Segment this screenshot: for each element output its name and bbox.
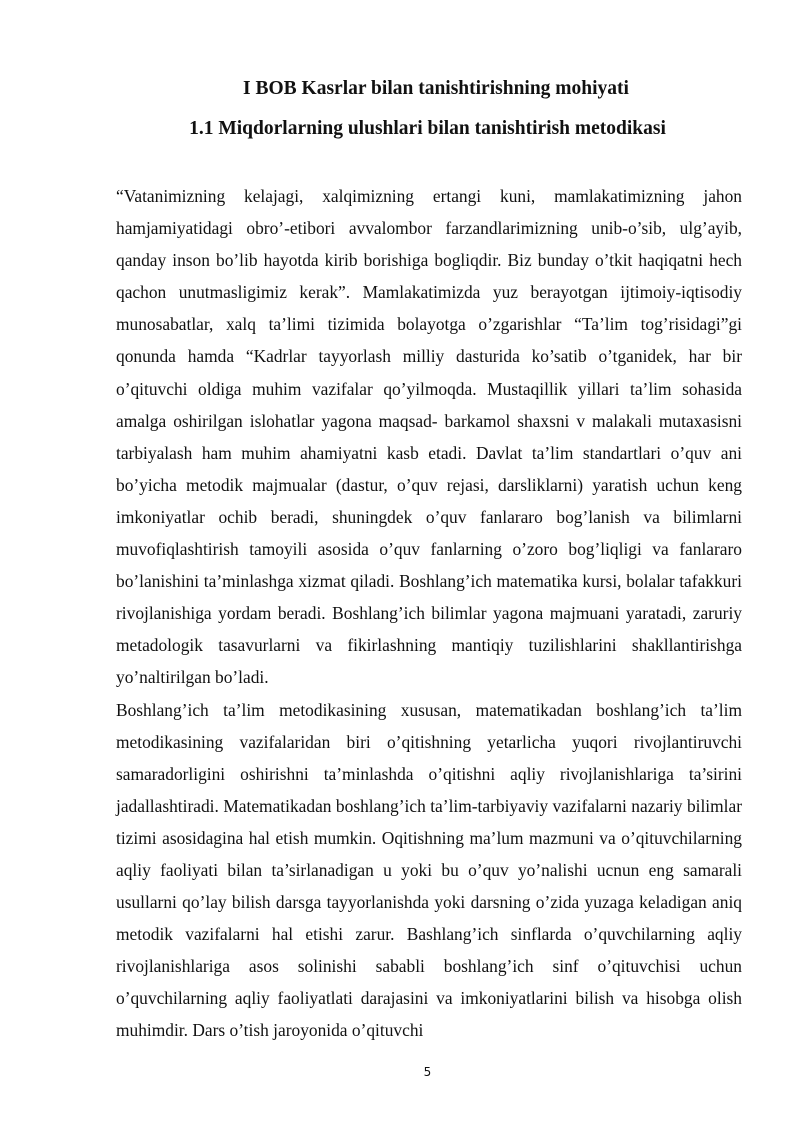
- paragraph-2: Boshlang’ich ta’lim metodikasining xususan, matematikadan boshlang’ich ta’lim metodikasining vazifalaridan biri o’qitishning yetarlicha yuqori rivojlantiruvchi samaradorligini oshirishni ta’minlashda o’qitishni aqliy rivojlanishlariga ta’sirini jadallashtiradi. Matematikadan boshlang’ich ta’lim-tarbiyaviy vazifalarni nazariy bilimlar tizimi asosidagina hal etish mumkin. Oqitishning ma’lum mazmuni va o’qituvchilarning aqliy faoliyati bilan ta’sirlanadigan u yoki bu o’quv yo’nalishi ucnun eng samarali usullarni qo’lay bilish darsga tayyorlanishda yoki darsning o’zida yuzaga keladigan aniq metodik vazifalarni hal etishi zarur. Bashlang’ich sinflarda o’quvchilarning aqliy rivojlanishlariga asos solinishi sababli boshlang’ich sinf o’qituvchisi uchun o’quvchilarning aqliy faoliyatlati darajasini va imkoniyatlarini bilish va hisobga olish muhimdir. Dars o’tish jaroyonida o’qituvchi: [116, 699, 742, 1041]
- paragraph-1: “Vatanimizning kelajagi, xalqimizning ertangi kuni, mamlakatimizning jahon hamjamiyatidagi obro’-etibori avvalombor farzandlarimizning unib-o’sib, ulg’ayib, qanday inson bo’lib hayotda kirib borishiga bogliqdir. Biz bunday o’tkit haqiqatni hech qachon unutmasligimiz kerak”. Mamlakatimizda yuz berayotgan ijtimoiy-iqtisodiy munosabatlar, xalq ta’limi tizimida bolayotga o’zgarishlar “Ta’lim tog’risidagi”gi qonunda hamda “Kadrlar tayyorlash milliy dasturida ko’satib o’tganidek, har bir o’qituvchi oldiga muhim vazifalar qo’yilmoqda. Mustaqillik yillari ta’lim sohasida amalga oshirilgan islohatlar yagona maqsad- barkamol shaxsni v malakali mutaxasisni tarbiyalash ham muhim ahamiyatni kasb etadi. Davlat ta’lim standartlari o’quv ani bo’yicha metodik majmualar (dastur, o’quv rejasi, darsliklarni) yaratish uchun keng imkoniyatlar ochib beradi, shuningdek o’quv fanlararo bog’lanish va bilimlarni muvofiqlashtirish tamoyili asosida o’quv fanlarning o’zoro bog’liqligi va fanlararo bo’lanishini ta’minlashga xizmat qiladi. Boshlang’ich matematika kursi, bolalar tafakkuri rivojlanishiga yordam beradi. Boshlang’ich bilimlar yagona majmuani yaratadi, zaruriy metadologik tasavurlarni va fikirlashning mantiqiy tuzilishlarini shakllantirishga yo’naltirilgan bo’ladi.: [116, 186, 742, 688]
- body-text: [116, 180, 742, 1047]
- section-title: 1.1 Miqdorlarning ulushlari bilan tanishtirish metodikasi: [189, 118, 666, 139]
- chapter-title: I BOB Kasrlar bilan tanishtirishning mohiyati: [243, 78, 629, 99]
- page-number: 5: [423, 1065, 432, 1079]
